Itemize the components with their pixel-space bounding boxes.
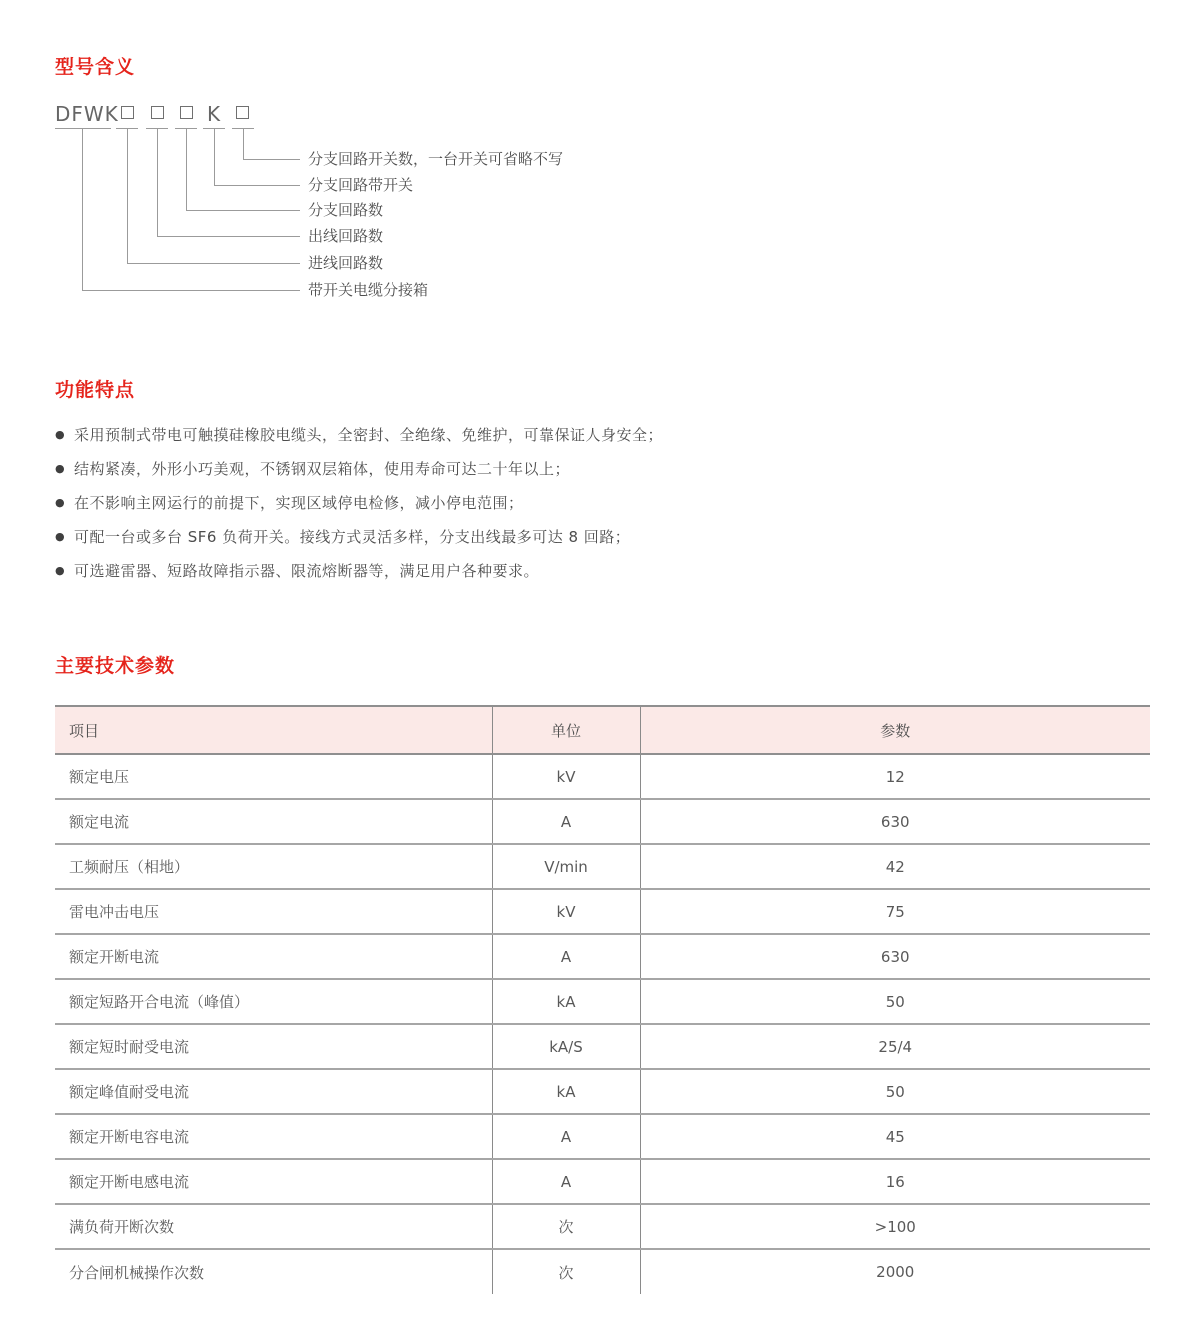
param-name-cell: 额定电压	[55, 754, 492, 799]
param-name-cell: 额定开断电容电流	[55, 1114, 492, 1159]
param-unit-cell: 次	[492, 1249, 640, 1294]
header-item: 项目	[55, 706, 492, 754]
param-value-cell: >100	[640, 1204, 1150, 1249]
feature-text: 采用预制式带电可触摸硅橡胶电缆头，全密封、全绝缘、免维护，可靠保证人身安全；	[74, 426, 664, 444]
header-value: 参数	[640, 706, 1150, 754]
connector-vertical-box4	[243, 128, 244, 159]
bullet-icon: ●	[55, 428, 66, 441]
table-row	[55, 844, 1150, 889]
connector-horizontal-1	[243, 159, 300, 160]
param-name-cell: 额定短路开合电流（峰值）	[55, 979, 492, 1024]
param-unit-cell: 次	[492, 1204, 640, 1249]
param-unit-cell: kV	[492, 889, 640, 934]
param-value-cell: 50	[640, 1069, 1150, 1114]
model-label-branch-with-switch: 分支回路带开关	[308, 176, 414, 194]
param-value-cell: 50	[640, 979, 1150, 1024]
param-name-cell: 额定电流	[55, 799, 492, 844]
model-code-k: K	[207, 102, 222, 126]
param-unit-cell: kA	[492, 1069, 640, 1114]
table-row	[55, 1159, 1150, 1204]
param-name-cell: 满负荷开断次数	[55, 1204, 492, 1249]
table-row	[55, 754, 1150, 799]
feature-item	[55, 493, 1150, 513]
connector-vertical-box3	[186, 128, 187, 210]
param-unit-cell: kA	[492, 979, 640, 1024]
param-value-cell: 630	[640, 934, 1150, 979]
table-row	[55, 1249, 1150, 1294]
param-value-cell: 630	[640, 799, 1150, 844]
param-value-cell: 75	[640, 889, 1150, 934]
model-code-box-1	[121, 106, 134, 119]
param-name-cell: 额定短时耐受电流	[55, 1024, 492, 1069]
feature-item	[55, 561, 1150, 581]
param-unit-cell: A	[492, 934, 640, 979]
param-name-cell: 工频耐压（相地）	[55, 844, 492, 889]
model-label-branch-switch-count: 分支回路开关数，一台开关可省略不写	[308, 150, 564, 168]
param-name-cell: 雷电冲击电压	[55, 889, 492, 934]
table-row	[55, 934, 1150, 979]
params-table-header-row	[55, 706, 1150, 754]
features-section-title: 功能特点	[55, 379, 136, 401]
underline-prefix	[55, 128, 111, 129]
model-code-box-3	[180, 106, 193, 119]
table-row	[55, 1114, 1150, 1159]
feature-text: 可配一台或多台 SF6 负荷开关。接线方式灵活多样，分支出线最多可达 8 回路；	[74, 528, 631, 546]
params-table	[55, 705, 1150, 1294]
param-unit-cell: A	[492, 1159, 640, 1204]
model-label-cable-box: 带开关电缆分接箱	[308, 281, 429, 299]
table-row	[55, 799, 1150, 844]
model-code-box-4	[236, 106, 249, 119]
connector-horizontal-4	[157, 236, 300, 237]
connector-vertical-box1	[127, 128, 128, 263]
feature-text: 在不影响主网运行的前提下，实现区域停电检修，减小停电范围；	[74, 494, 524, 512]
connector-horizontal-5	[127, 263, 300, 264]
bullet-icon: ●	[55, 564, 66, 577]
table-row	[55, 1069, 1150, 1114]
header-unit: 单位	[492, 706, 640, 754]
bullet-icon: ●	[55, 530, 66, 543]
feature-text: 可选避雷器、短路故障指示器、限流熔断器等，满足用户各种要求。	[74, 562, 540, 580]
param-name-cell: 分合闸机械操作次数	[55, 1249, 492, 1294]
param-unit-cell: V/min	[492, 844, 640, 889]
feature-item	[55, 425, 1150, 445]
param-unit-cell: kV	[492, 754, 640, 799]
model-code-diagram	[55, 102, 1150, 307]
param-unit-cell: A	[492, 1114, 640, 1159]
connector-horizontal-2	[214, 185, 300, 186]
model-label-branch-circuits: 分支回路数	[308, 201, 384, 219]
bullet-icon: ●	[55, 462, 66, 475]
connector-horizontal-6	[82, 290, 300, 291]
feature-item	[55, 459, 1150, 479]
param-unit-cell: kA/S	[492, 1024, 640, 1069]
connector-vertical-k	[214, 128, 215, 185]
table-row	[55, 1024, 1150, 1069]
param-value-cell: 16	[640, 1159, 1150, 1204]
feature-item	[55, 527, 1150, 547]
feature-text: 结构紧凑，外形小巧美观，不锈钢双层箱体，使用寿命可达二十年以上；	[74, 460, 571, 478]
model-code-box-2	[151, 106, 164, 119]
params-table-body	[55, 754, 1150, 1294]
bullet-icon: ●	[55, 496, 66, 509]
param-value-cell: 2000	[640, 1249, 1150, 1294]
table-row	[55, 889, 1150, 934]
params-section-title: 主要技术参数	[55, 655, 176, 677]
param-value-cell: 25/4	[640, 1024, 1150, 1069]
model-label-outgoing-circuits: 出线回路数	[308, 227, 384, 245]
table-row	[55, 1204, 1150, 1249]
param-value-cell: 42	[640, 844, 1150, 889]
param-unit-cell: A	[492, 799, 640, 844]
param-value-cell: 45	[640, 1114, 1150, 1159]
table-row	[55, 979, 1150, 1024]
model-label-incoming-circuits: 进线回路数	[308, 254, 384, 272]
features-list	[55, 425, 1150, 581]
param-name-cell: 额定峰值耐受电流	[55, 1069, 492, 1114]
model-code-prefix: DFWK	[55, 102, 119, 126]
connector-vertical-box2	[157, 128, 158, 236]
param-name-cell: 额定开断电感电流	[55, 1159, 492, 1204]
param-name-cell: 额定开断电流	[55, 934, 492, 979]
connector-horizontal-3	[186, 210, 300, 211]
param-value-cell: 12	[640, 754, 1150, 799]
connector-vertical-prefix	[82, 128, 83, 290]
model-section-title: 型号含义	[55, 56, 136, 78]
